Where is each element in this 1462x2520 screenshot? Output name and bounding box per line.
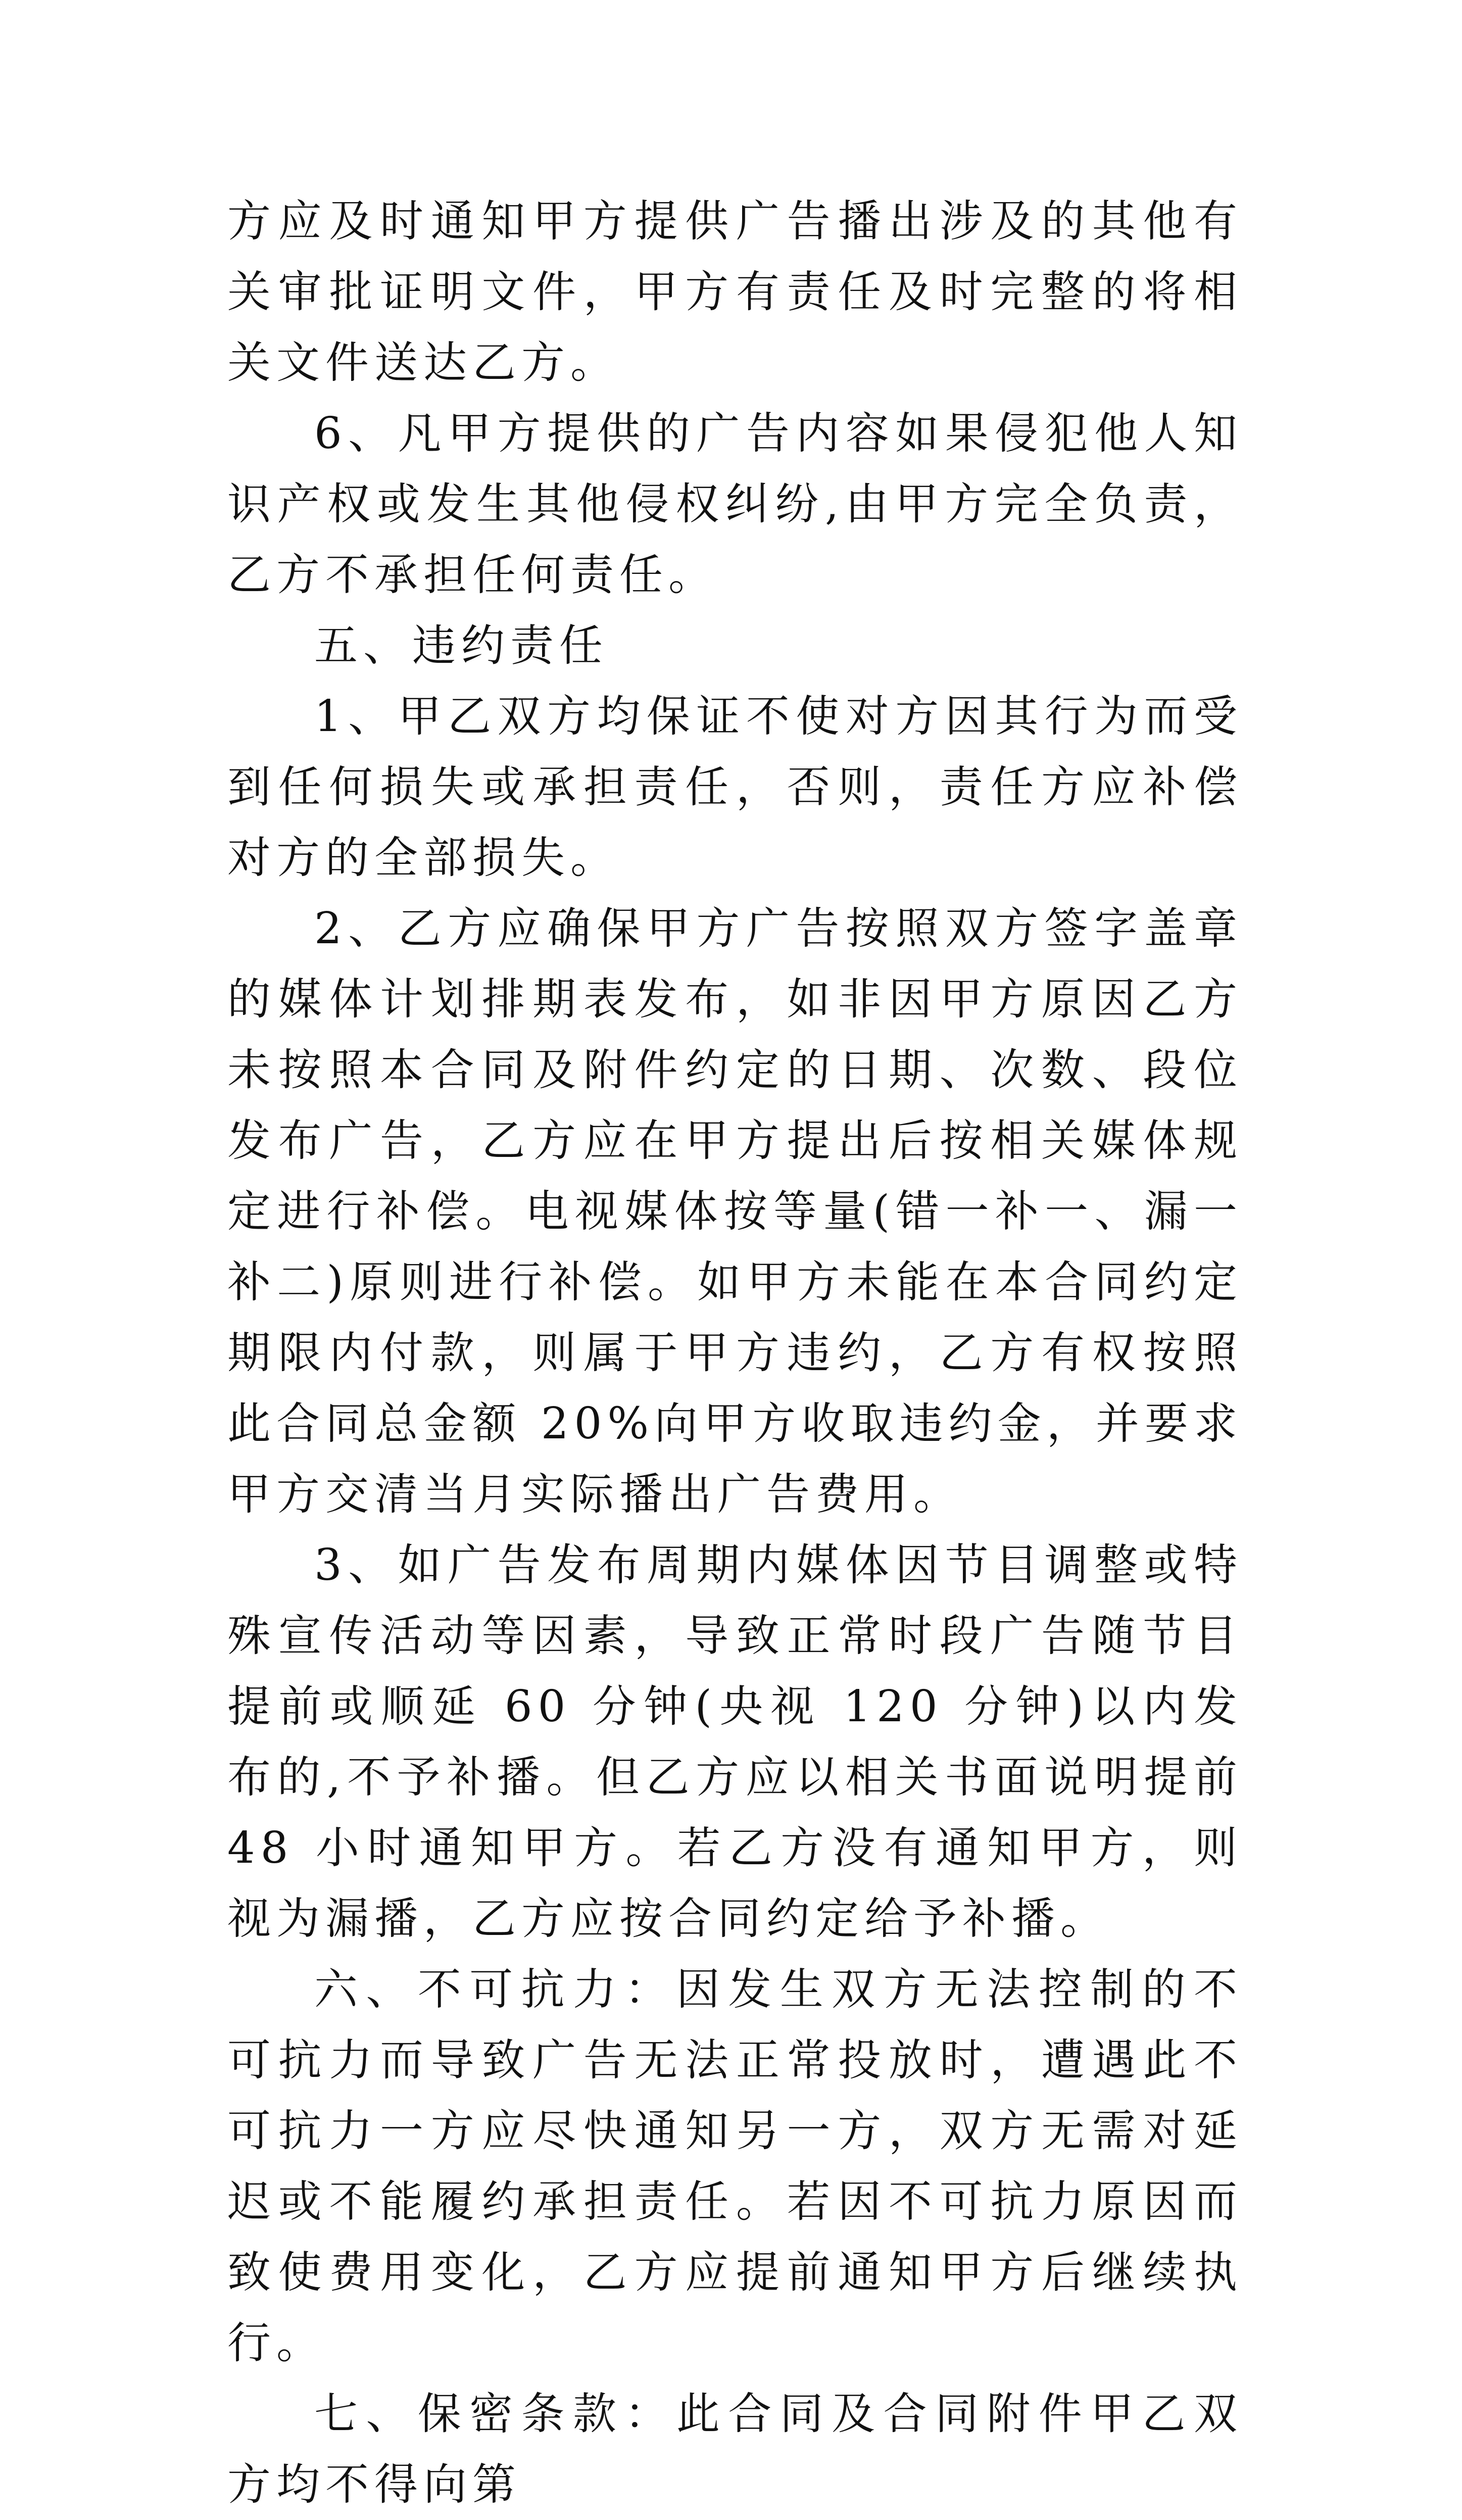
paragraph-breach-clause-3: 3、如广告发布周期内媒体因节目调整或特殊宣传活动等因素，导致正常时段广告随节目提前或顺延 60 分钟(央视 120 分钟)以内发布的,不予补播。但乙方应以相关书面说明提前 48 小时通知甲方。若乙方没有通知甲方，则视为漏播，乙方应按合同约定给予补播。	[227, 1540, 1243, 1944]
paragraph-confidentiality: 七、保密条款：此合同及合同附件甲乙双方均不得向第	[227, 2389, 1243, 2510]
paragraph-breach-clause-2: 2、乙方应确保甲方广告按照双方签字盖章的媒体计划排期表发布，如非因甲方原因乙方未按照本合同及附件约定的日期、次数、段位发布广告，乙方应在甲方提出后按相关媒体规定进行补偿。电视媒体按等量(错一补一、漏一补二)原则进行补偿。如甲方未能在本合同约定期限内付款，则属于甲方违约，乙方有权按照此合同总金额 20%向甲方收取违约金，并要求甲方交清当月实际播出广告费用。	[227, 903, 1243, 1520]
paragraph-force-majeure: 六、不可抗力：因发生双方无法控制的不可抗力而导致广告无法正常投放时，遭遇此不可抗力一方应尽快通知另一方，双方无需对延迟或不能履约承担责任。若因不可抗力原因而致使费用变化，乙方应提前通知甲方后继续执行。	[227, 1964, 1243, 2368]
section-heading-breach-liability: 五、违约责任	[314, 620, 608, 671]
paragraph-breach-clause-1: 1、甲乙双方均保证不使对方因其行为而受到任何损失或承担责任，否则，责任方应补偿对方的全部损失。	[227, 691, 1243, 883]
paragraph-approval-documents: 方应及时通知甲方提供广告播出涉及的其他有关审批证明文件，甲方有责任及时完整的将相关文件送达乙方。	[227, 196, 1243, 388]
document-body	[227, 186, 1243, 2520]
paragraph-clause-6-infringement: 6、凡甲方提供的广告内容如果侵犯他人知识产权或发生其他侵权纠纷,由甲方完全负责，乙方不承担任何责任。	[227, 408, 1243, 600]
